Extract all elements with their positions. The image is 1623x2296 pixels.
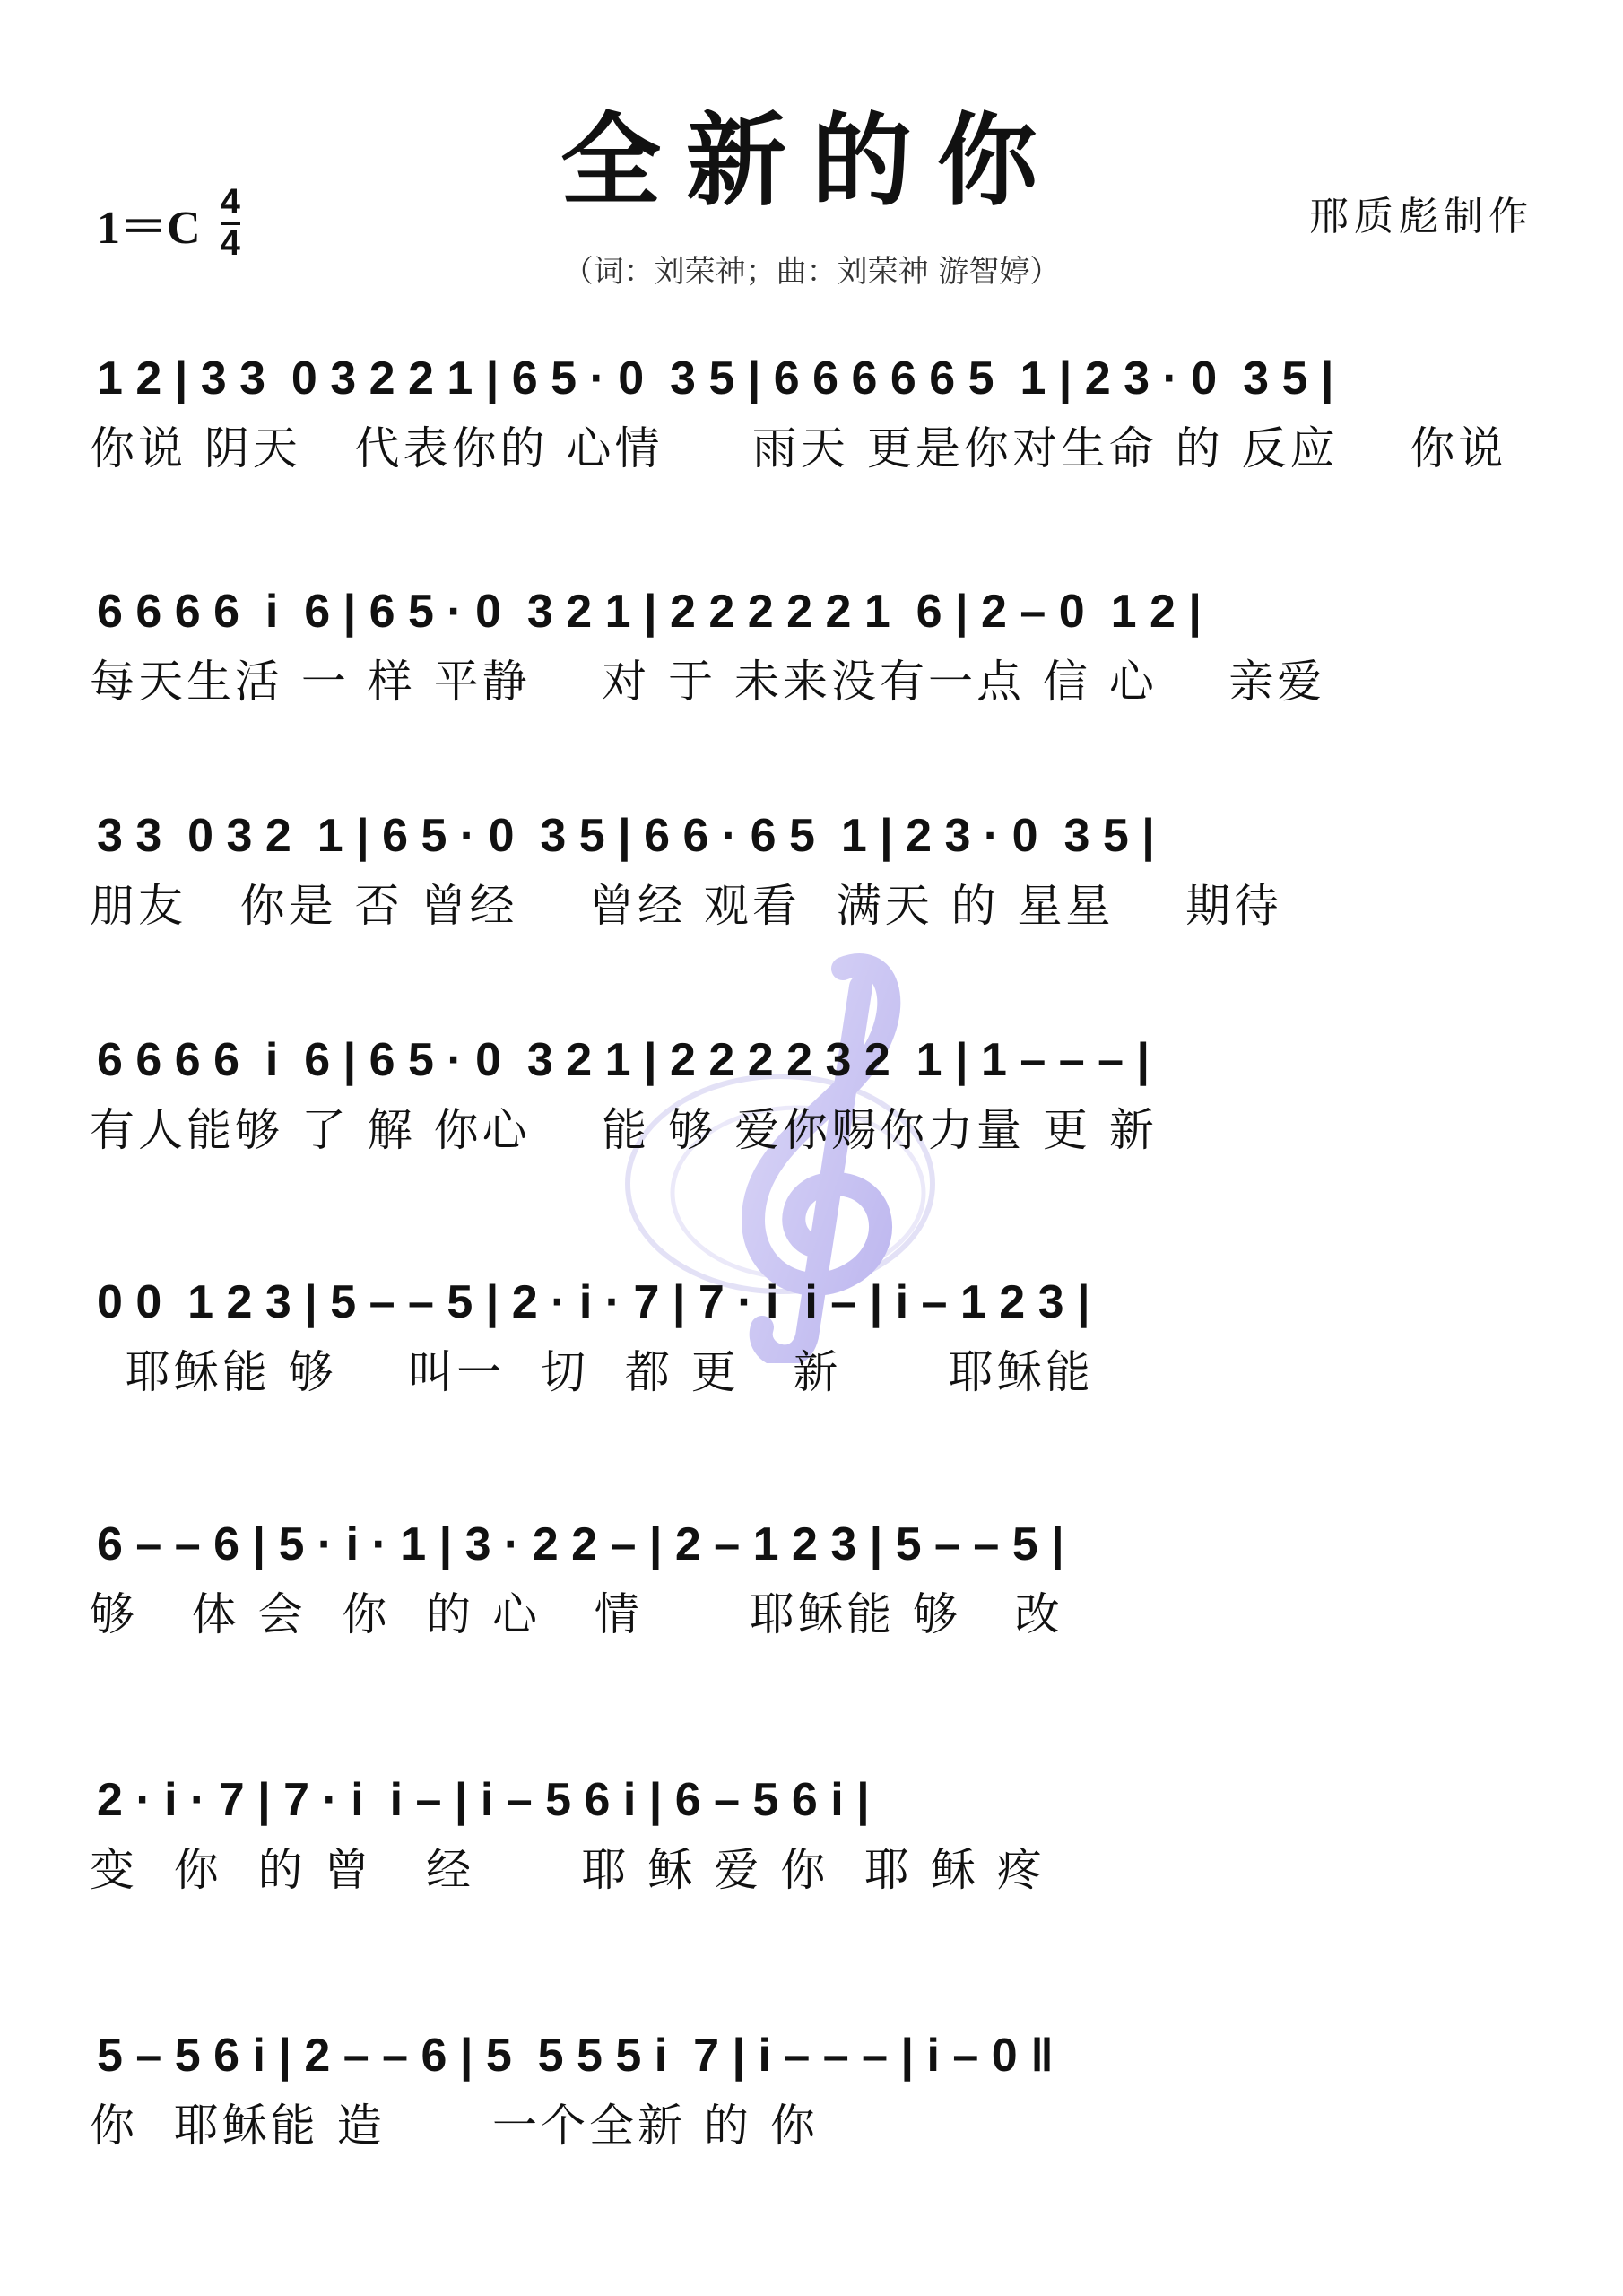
notation-text: [97, 798, 1526, 861]
key-label: 1＝C: [97, 202, 201, 254]
notation-line: [90, 771, 1533, 879]
notation-text: [97, 1022, 1526, 1085]
score-system-2: [90, 547, 1533, 708]
notation-text: [97, 574, 1526, 637]
notation-row: 6 6 6 6 i 6 | 6 5 · 0 3 2 1 | 2 2 2 2 3 2 1 | 1 – – – |: [97, 1034, 1150, 1086]
notation-line: [90, 1480, 1533, 1587]
notation-row: 2 · i · 7 | 7 · i i – | i – 5 6 i | 6 – 5 6 i |: [97, 1774, 870, 1826]
score-system-6: [90, 1480, 1533, 1640]
notation-row: 1 2 | 3 3 0 3 2 2 1 | 6 5 · 0 3 5 | 6 6 6 6 6 5 1 | 2 3 · 0 3 5 |: [97, 352, 1334, 404]
lyrics-line: 变 你 的 曾 经 耶 稣 爱 你 耶 稣 疼: [90, 1844, 1046, 1896]
notation-text: [97, 1762, 1526, 1825]
score-system-5: [90, 1238, 1533, 1398]
notation-text: [97, 2018, 1526, 2081]
notation-line: [90, 1991, 1533, 2099]
notation-line: [90, 996, 1533, 1103]
lyrics-line: 你说 阴天 代表你的 心情 雨天 更是你对生命 的 反应 你说: [90, 422, 1507, 474]
score-system-1: [90, 314, 1533, 474]
score-system-8: [90, 1991, 1533, 2152]
lyrics-line: 有人能够 了 解 你心 能 够 爱你赐你力量 更 新: [90, 1104, 1158, 1156]
notation-row: 6 – – 6 | 5 · i · 1 | 3 · 2 2 – | 2 – 1 2 3 | 5 – – 5 |: [97, 1518, 1064, 1570]
time-signature-bottom: 4: [220, 223, 240, 263]
lyrics-line: 耶稣能 够 叫一 切 都 更 新 耶稣能: [90, 1346, 1094, 1398]
notation-text: [97, 1507, 1526, 1570]
score-system-4: [90, 996, 1533, 1156]
notation-text: [97, 341, 1526, 404]
notation-row: 6 6 6 6 i 6 | 6 5 · 0 3 2 1 | 2 2 2 2 2 1 6 | 2 – 0 1 2 |: [97, 586, 1202, 638]
song-title: 全新的你: [560, 102, 1063, 220]
notation-line: [90, 547, 1533, 655]
notation-row: 0 0 1 2 3 | 5 – – 5 | 2 · i · 7 | 7 · i i – | i – 1 2 3 |: [97, 1276, 1090, 1328]
notation-row: 3 3 0 3 2 1 | 6 5 · 0 3 5 | 6 6 · 6 5 1 | 2 3 · 0 3 5 |: [97, 810, 1155, 862]
lyrics-line: 你 耶稣能 造 一个全新 的 你: [90, 2100, 819, 2152]
score-system-7: [90, 1735, 1533, 1896]
lyrics-line: 每天生活 一 样 平静 对 于 未来没有一点 信 心 亲爱: [90, 656, 1326, 708]
notation-text: [97, 1265, 1526, 1327]
score-system-3: [90, 771, 1533, 932]
notation-line: [90, 1735, 1533, 1843]
notation-line: [90, 1238, 1533, 1345]
notation-line: [90, 314, 1533, 422]
lyrics-line: 朋友 你是 否 曾经 曾经 观看 满天 的 星星 期待: [90, 880, 1283, 932]
notation-row: 5 – 5 6 i | 2 – – 6 | 5 5 5 5 i 7 | i – – – | i – 0 ‖: [97, 2030, 1054, 2082]
lyricist-composer-credit: （词：刘荣神；曲：刘荣神 游智婷）: [562, 254, 1061, 290]
maker-credit: 邢质彪制作: [1309, 194, 1533, 239]
time-signature-top: 4: [221, 184, 240, 225]
lyrics-line: 够 体 会 你 的 心 情 耶稣能 够 改: [90, 1588, 1063, 1640]
